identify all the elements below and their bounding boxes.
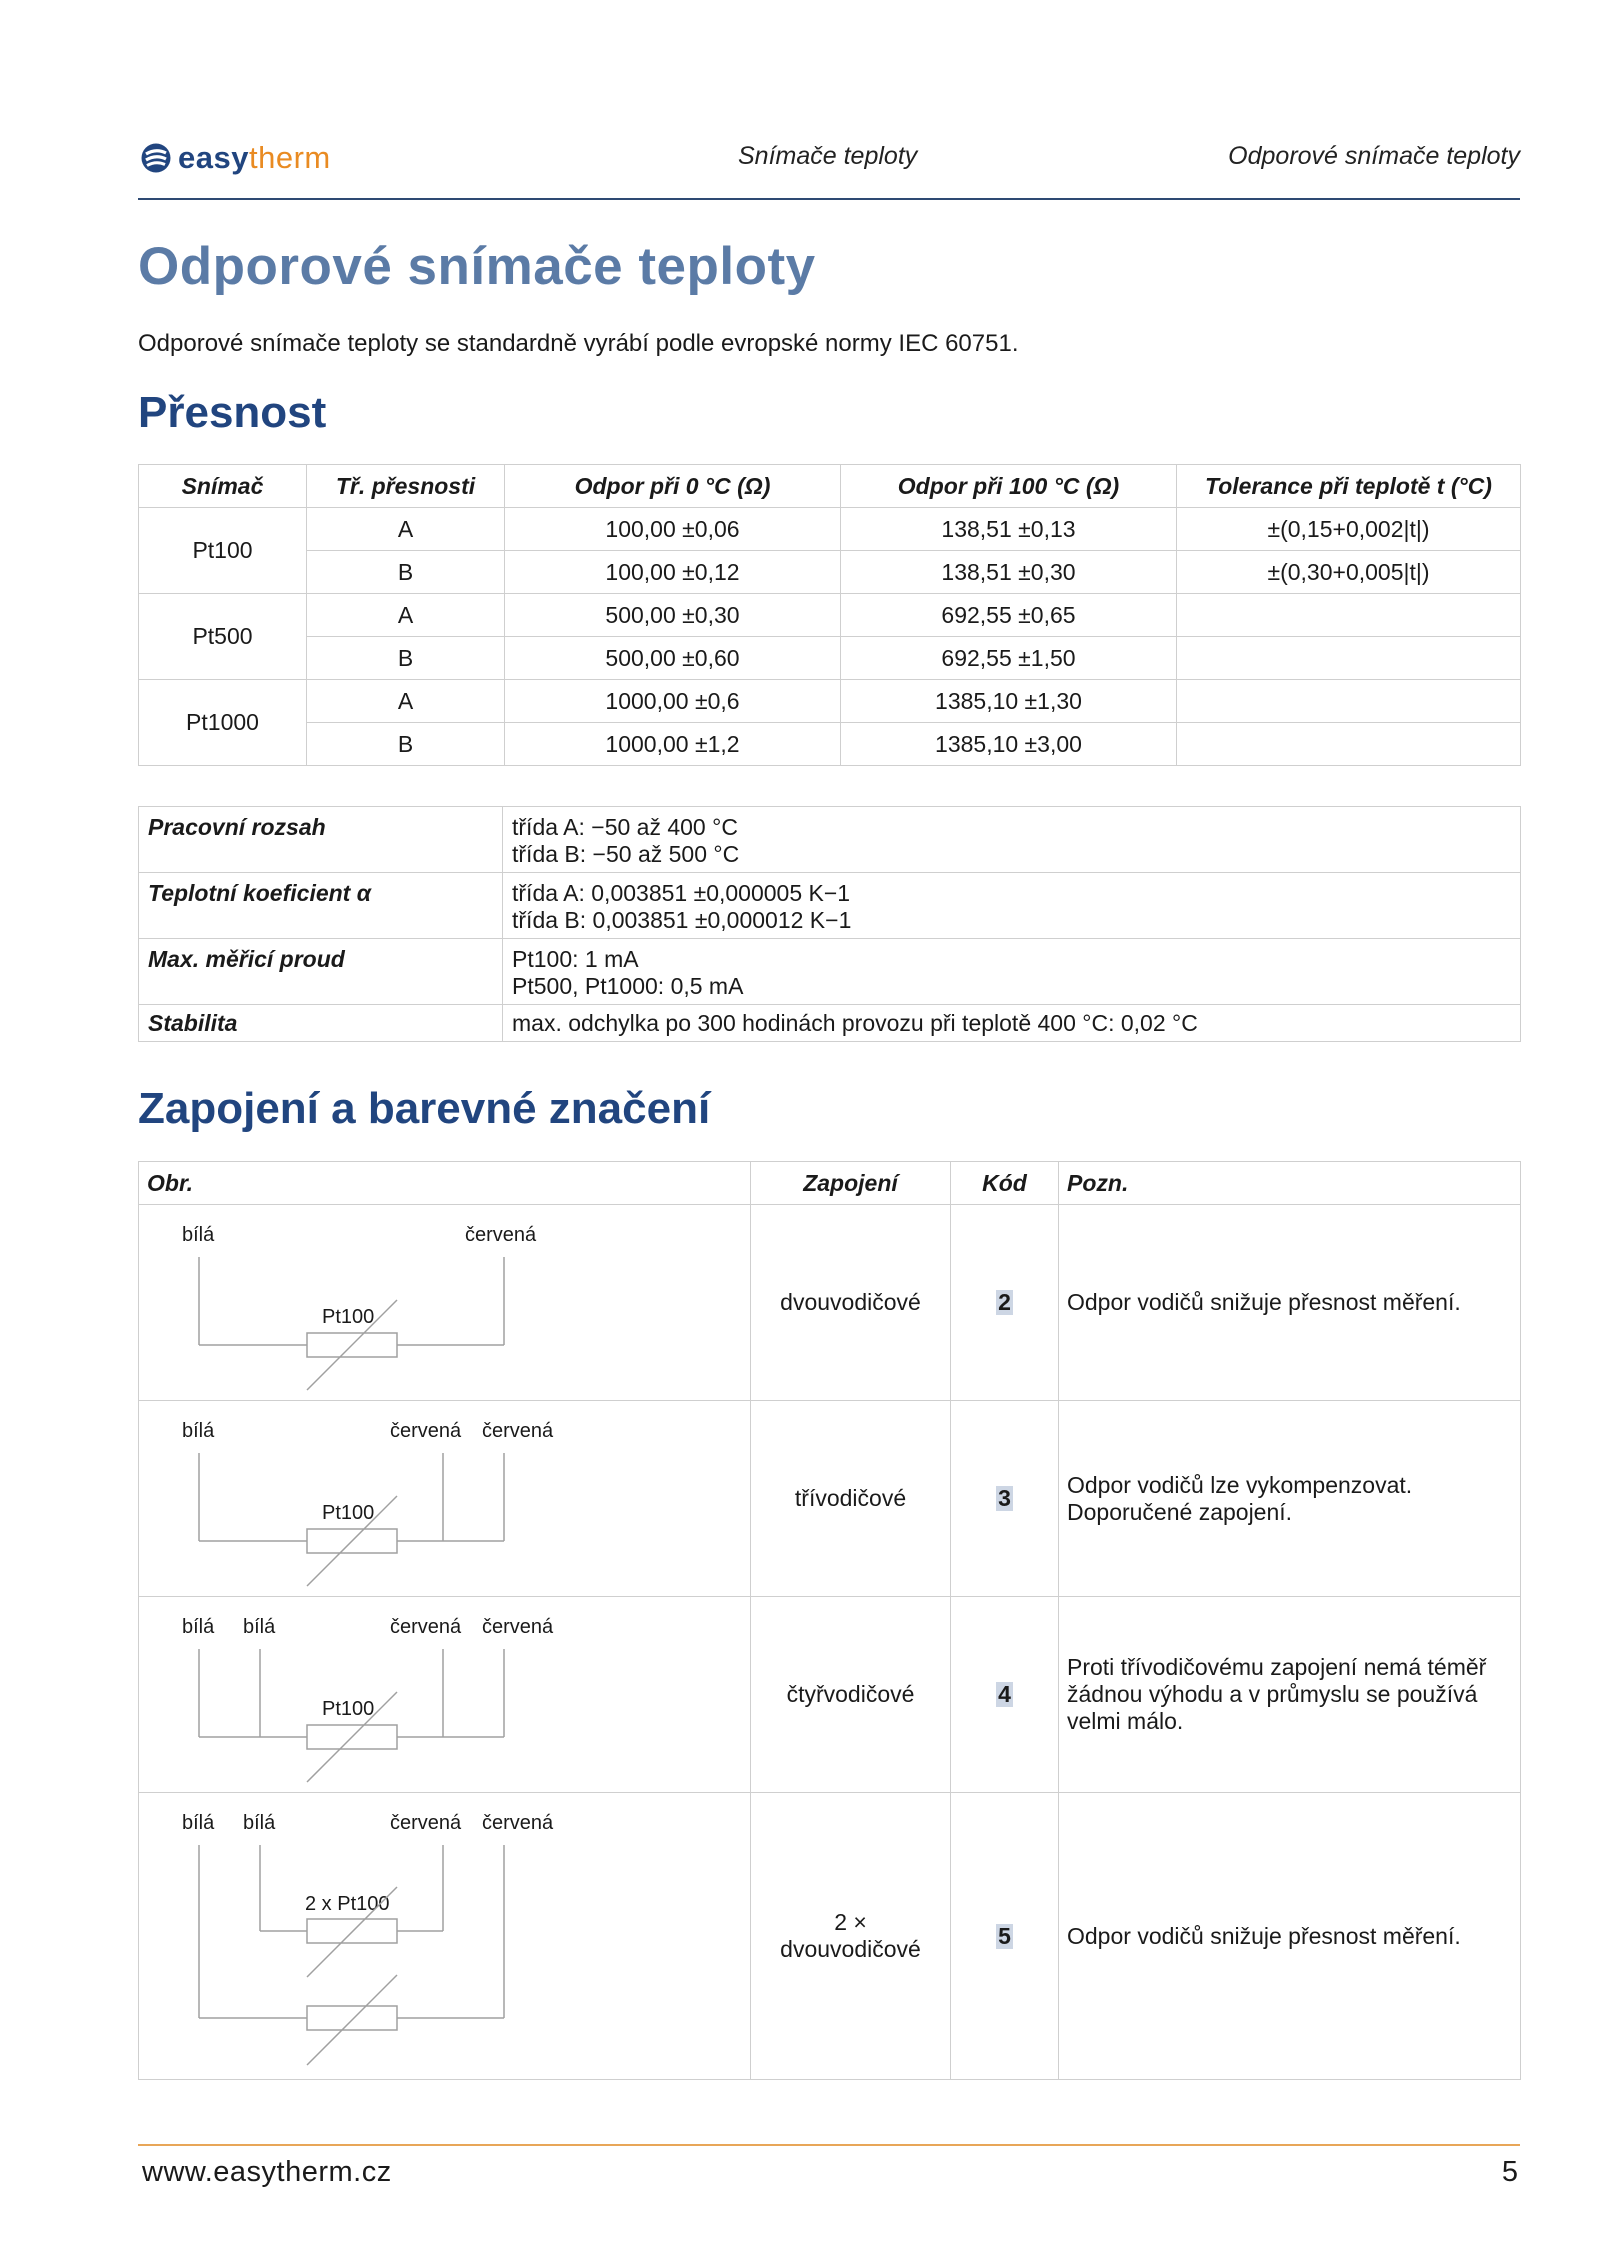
wire-label-white: bílá <box>243 1616 276 1638</box>
table-row <box>139 637 1521 680</box>
dual-two-wire-diagram <box>139 1793 751 2079</box>
wiring-diagram-cell <box>139 1793 751 2080</box>
r0-cell: 500,00 ±0,30 <box>505 594 841 637</box>
property-value-line: třída B: 0,003851 ±0,000012 K−1 <box>512 907 852 933</box>
note-cell <box>1059 1793 1521 2080</box>
code-cell <box>951 1205 1059 1401</box>
property-key: Stabilita <box>139 1005 503 1042</box>
page-footer <box>138 2144 1520 2188</box>
column-header: Zapojení <box>751 1162 951 1205</box>
column-header: Tř. přesnosti <box>307 465 505 508</box>
property-value <box>503 939 1521 1005</box>
note-line: Odpor vodičů snižuje přesnost měření. <box>1067 1922 1461 1949</box>
property-value-line: třída A: −50 až 400 °C <box>512 814 738 840</box>
wiring-heading: Zapojení a barevné značení <box>138 1084 711 1133</box>
table-row <box>139 1401 1521 1597</box>
wire-label-red: červená <box>482 1420 554 1442</box>
header-section-title: Snímače teploty <box>738 142 918 170</box>
property-value-line: třída A: 0,003851 ±0,000005 K−1 <box>512 880 851 906</box>
table-row <box>139 723 1521 766</box>
accuracy-table <box>138 464 1521 766</box>
sensor-label: Pt100 <box>322 1306 375 1328</box>
property-key: Pracovní rozsah <box>139 807 503 873</box>
column-header: Obr. <box>139 1162 751 1205</box>
tolerance-cell <box>1177 637 1521 680</box>
connection-cell: čtyřvodičové <box>751 1597 951 1793</box>
connection-cell <box>751 1793 951 2080</box>
table-row <box>139 508 1521 551</box>
table-row <box>139 807 1521 873</box>
dual-sensor-label: 2 x Pt100 <box>305 1893 390 1915</box>
logo-icon <box>140 142 172 174</box>
code-badge: 4 <box>998 1681 1011 1707</box>
sensor-cell: Pt500 <box>139 594 307 680</box>
wiring-diagram-cell <box>139 1401 751 1597</box>
tolerance-cell <box>1177 594 1521 637</box>
wire-label-white: bílá <box>182 1224 215 1246</box>
table-row <box>139 1005 1521 1042</box>
logo-text-easy: easy <box>178 140 249 175</box>
note-line: žádnou výhodu a v průmyslu se používá <box>1067 1681 1478 1707</box>
code-cell <box>951 1401 1059 1597</box>
table-row <box>139 1793 1521 2080</box>
property-value <box>503 807 1521 873</box>
table-row <box>139 680 1521 723</box>
column-header: Odpor při 0 °C (Ω) <box>505 465 841 508</box>
note-line: Doporučené zapojení. <box>1067 1498 1293 1525</box>
note-cell <box>1059 1597 1521 1793</box>
code-badge: 2 <box>998 1289 1011 1315</box>
connection-line: 2 × <box>834 1909 867 1935</box>
class-cell: B <box>307 637 505 680</box>
note-line: Odpor vodičů snižuje přesnost měření. <box>1067 1289 1461 1315</box>
table-row <box>139 551 1521 594</box>
wire-label-red: červená <box>390 1812 462 1834</box>
tolerance-cell: ±(0,30+0,005|t|) <box>1177 551 1521 594</box>
r100-cell: 1385,10 ±3,00 <box>841 723 1177 766</box>
r100-cell: 138,51 ±0,30 <box>841 551 1177 594</box>
r100-cell: 138,51 ±0,13 <box>841 508 1177 551</box>
note-line: Proti třívodičovému zapojení nemá téměř <box>1067 1654 1487 1680</box>
r0-cell: 100,00 ±0,12 <box>505 551 841 594</box>
sensor-label: Pt100 <box>322 1698 375 1720</box>
r100-cell: 1385,10 ±1,30 <box>841 680 1177 723</box>
three-wire-diagram <box>139 1401 751 1596</box>
wire-label-white: bílá <box>182 1420 215 1442</box>
wiring-diagram-cell <box>139 1205 751 1401</box>
sensor-cell: Pt1000 <box>139 680 307 766</box>
code-badge: 3 <box>998 1485 1011 1511</box>
tolerance-cell <box>1177 680 1521 723</box>
class-cell: A <box>307 508 505 551</box>
two-wire-diagram <box>139 1205 751 1400</box>
connection-cell: třívodičové <box>751 1401 951 1597</box>
intro-text: Odporové snímače teploty se standardně vyrábí podle evropské normy IEC 60751. <box>138 330 1019 357</box>
table-row <box>139 873 1521 939</box>
wire-label-red: červená <box>390 1616 462 1638</box>
table-header-row <box>139 1162 1521 1205</box>
logo[interactable] <box>140 136 331 180</box>
tolerance-cell: ±(0,15+0,002|t|) <box>1177 508 1521 551</box>
property-key: Max. měřicí proud <box>139 939 503 1005</box>
r0-cell: 1000,00 ±1,2 <box>505 723 841 766</box>
wire-label-white: bílá <box>243 1812 276 1834</box>
property-value-line: max. odchylka po 300 hodinách provozu při teplotě 400 °C: 0,02 °C <box>512 1010 1198 1036</box>
property-value-line: třída B: −50 až 500 °C <box>512 841 740 867</box>
wiring-table <box>138 1161 1521 2080</box>
wire-label-red: červená <box>465 1224 537 1246</box>
column-header: Kód <box>951 1162 1059 1205</box>
sensor-cell: Pt100 <box>139 508 307 594</box>
sensor-label: Pt100 <box>322 1502 375 1524</box>
header-chapter-title: Odporové snímače teploty <box>1228 142 1520 170</box>
page-title: Odporové snímače teploty <box>138 237 816 296</box>
wire-label-red: červená <box>390 1420 462 1442</box>
footer-url-link[interactable]: www.easytherm.cz <box>142 2156 392 2188</box>
r0-cell: 1000,00 ±0,6 <box>505 680 841 723</box>
property-value <box>503 873 1521 939</box>
wire-label-red: červená <box>482 1616 554 1638</box>
code-cell <box>951 1597 1059 1793</box>
table-row <box>139 594 1521 637</box>
property-key: Teplotní koeficient α <box>139 873 503 939</box>
column-header: Snímač <box>139 465 307 508</box>
page-header <box>138 130 1520 200</box>
class-cell: A <box>307 594 505 637</box>
logo-text-therm: therm <box>248 140 331 175</box>
table-header-row <box>139 465 1521 508</box>
column-header: Pozn. <box>1059 1162 1521 1205</box>
table-row <box>139 1205 1521 1401</box>
code-cell <box>951 1793 1059 2080</box>
code-badge: 5 <box>998 1922 1011 1949</box>
column-header: Odpor při 100 °C (Ω) <box>841 465 1177 508</box>
note-cell <box>1059 1205 1521 1401</box>
class-cell: A <box>307 680 505 723</box>
wire-label-white: bílá <box>182 1812 215 1834</box>
accuracy-heading: Přesnost <box>138 388 327 437</box>
property-value-line: Pt100: 1 mA <box>512 946 639 972</box>
tolerance-cell <box>1177 723 1521 766</box>
class-cell: B <box>307 551 505 594</box>
r100-cell: 692,55 ±0,65 <box>841 594 1177 637</box>
properties-table <box>138 806 1521 1042</box>
connection-cell: dvouvodičové <box>751 1205 951 1401</box>
four-wire-diagram <box>139 1597 751 1792</box>
r0-cell: 100,00 ±0,06 <box>505 508 841 551</box>
r100-cell: 692,55 ±1,50 <box>841 637 1177 680</box>
wiring-diagram-cell <box>139 1597 751 1793</box>
connection-line: dvouvodičové <box>780 1936 921 1962</box>
note-line: Odpor vodičů lze vykompenzovat. <box>1067 1471 1413 1498</box>
note-line: velmi málo. <box>1067 1708 1184 1734</box>
table-row <box>139 1597 1521 1793</box>
property-value-line: Pt500, Pt1000: 0,5 mA <box>512 973 744 999</box>
wire-lines <box>199 1845 504 2065</box>
wire-label-white: bílá <box>182 1616 215 1638</box>
class-cell: B <box>307 723 505 766</box>
note-cell <box>1059 1401 1521 1597</box>
r0-cell: 500,00 ±0,60 <box>505 637 841 680</box>
page-number: 5 <box>1501 2156 1518 2188</box>
table-row <box>139 939 1521 1005</box>
column-header: Tolerance při teplotě t (°C) <box>1177 465 1521 508</box>
wire-label-red: červená <box>482 1812 554 1834</box>
property-value <box>503 1005 1521 1042</box>
